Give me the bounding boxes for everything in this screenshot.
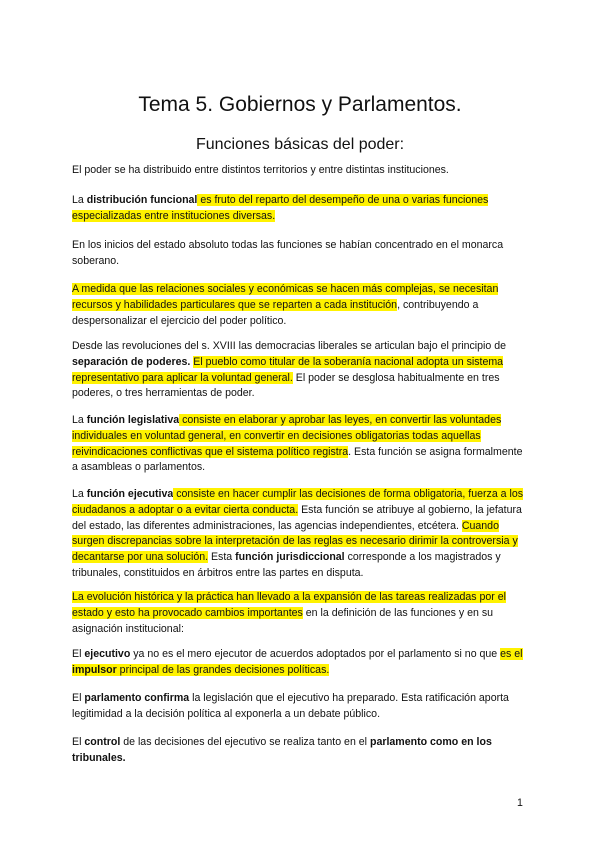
text-run: . Esta función se asigna formalmente a asambleas o parlamentos. [72, 445, 523, 474]
highlighted-text: A medida que las relaciones sociales y económicas se hacen más complejas, se necesitan recursos y habilidades particulares que se reparten a cada institución [72, 283, 499, 311]
text-run: corresponde a los magistrados y tribunales, constituidos en árbitros entre las partes en disputa. [72, 551, 501, 579]
paragraph-estado-absoluto [72, 238, 530, 270]
paragraph-distribucion-funcional [72, 193, 530, 225]
text-run: Desde las revoluciones del s. XVIII las democracias liberales se articulan bajo el principio de [72, 340, 506, 352]
text-run: La [72, 414, 87, 426]
text-run: El poder se desglosa habitualmente en tres poderes, o tres herramientas de poder. [72, 371, 500, 400]
text-run: El [72, 692, 85, 704]
highlighted-text: El pueblo como titular de la soberanía nacional adopta un sistema representativo para aplicar la voluntad general. [72, 355, 504, 384]
highlighted-text: es fruto del reparto del desempeño de una o varias funciones especializadas entre instituciones diversas. [72, 194, 489, 222]
paragraph-parlamento [72, 691, 530, 723]
paragraph-evolucion-historica [72, 590, 530, 637]
page-number: 1 [517, 797, 523, 809]
bold-term: función legislativa [86, 414, 180, 426]
text-run: La [72, 488, 87, 500]
highlighted-text: consiste en hacer cumplir las decisiones de forma obligatoria, fuerza a los ciudadanos a adoptar o a evitar cierta conducta. [72, 488, 524, 516]
text-run: en la definición de las funciones y en su asignación institucional: [72, 606, 494, 635]
paragraph-relaciones-sociales [72, 282, 530, 329]
bold-term: distribución funcional [86, 194, 198, 206]
text-run: la legislación que el ejecutivo ha preparado. Esta ratificación aporta legitimidad a la decisión política al exponerla a un debate público. [72, 692, 509, 720]
bold-term: control [84, 736, 121, 748]
document-title: Tema 5. Gobiernos y Parlamentos. [138, 93, 462, 116]
highlighted-text: Cuando surgen discrepancias sobre la interpretación de las reglas es necesario dirimir la controversia y decantarse por una solución. [72, 519, 518, 564]
bold-term: función jurisdiccional [235, 551, 345, 564]
bold-term: separación de poderes. [72, 355, 191, 368]
highlighted-text: es el [500, 648, 523, 660]
paragraph-separacion-poderes [72, 339, 530, 402]
highlighted-text: La evolución histórica y la práctica han llevado a la expansión de las tareas realizadas por el estado y esto ha provocado cambios importantes [72, 591, 507, 619]
highlighted-text: consiste en elaborar y aprobar las leyes, en convertir las voluntades individuales en voluntad general, en convertir en decisiones obligatorias todas aquellas reivindicaciones conflictivas que el sistema político registra [72, 414, 502, 458]
text-run: de las decisiones del ejecutivo se realiza tanto en el [120, 736, 370, 748]
text-run: ya no es el mero ejecutor de acuerdos adoptados por el parlamento si no que [130, 648, 501, 660]
bold-term: ejecutivo [84, 648, 131, 660]
text-run: Esta [208, 551, 236, 564]
paragraph-funcion-ejecutiva [72, 487, 530, 582]
section-subtitle: Funciones básicas del poder: [195, 136, 405, 153]
paragraph-control [72, 735, 530, 767]
paragraph-funcion-legislativa [72, 413, 530, 476]
text-run: El [72, 648, 85, 660]
text-run: La [72, 194, 87, 206]
paragraph-intro [72, 163, 530, 179]
text-run: Esta función se atribuye al gobierno, la jefatura del estado, las diferentes administraciones, las agencias independientes, etcétera. [72, 503, 522, 532]
highlighted-text: principal de las grandes decisiones políticas. [116, 663, 330, 676]
bold-term: parlamento como en los tribunales. [72, 736, 492, 764]
text-run: El poder se ha distribuido entre distintos territorios y entre distintas instituciones. [72, 164, 449, 176]
bold-term: impulsor [72, 663, 117, 676]
text-run: , contribuyendo a despersonalizar el ejercicio del poder político. [72, 298, 479, 327]
paragraph-ejecutivo [72, 647, 530, 679]
bold-term: parlamento confirma [84, 692, 190, 704]
text-run: El [72, 736, 85, 748]
bold-term: función ejecutiva [86, 488, 174, 500]
text-run: En los inicios del estado absoluto todas las funciones se habían concentrado en el monarca soberano. [72, 239, 504, 267]
